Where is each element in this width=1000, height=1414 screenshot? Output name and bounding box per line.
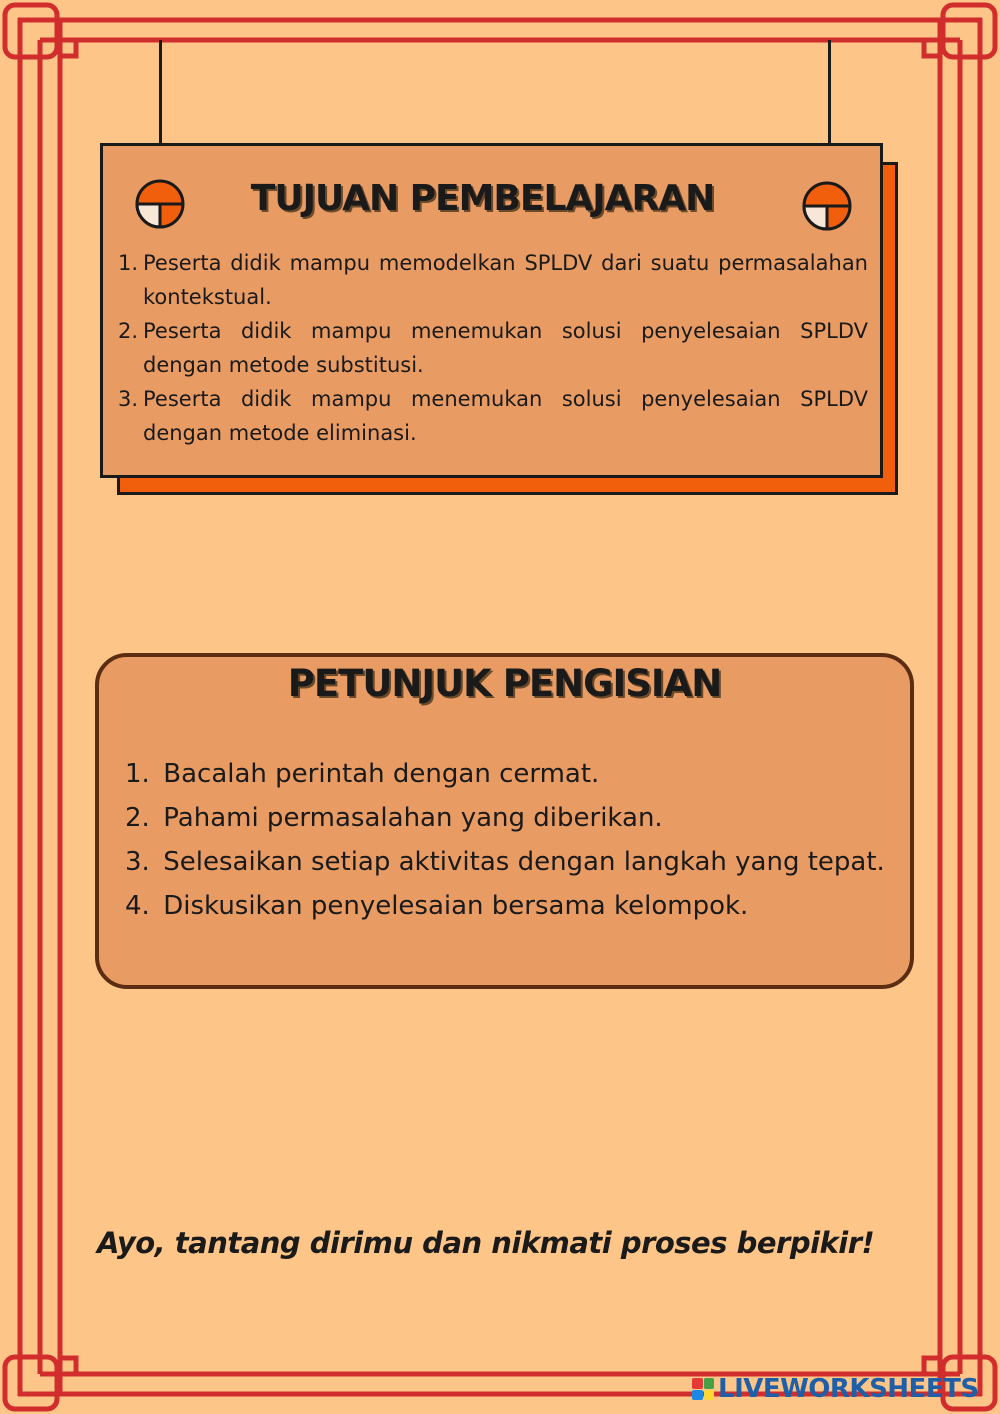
liveworksheets-brand[interactable] <box>692 1372 979 1406</box>
instruction-number: 1. <box>125 759 150 789</box>
instruction-number: 4. <box>125 891 150 921</box>
instruction-item <box>125 884 905 928</box>
goal-text: Peserta didik mampu menemukan solusi penyelesaian SPLDV dengan metode substitusi. <box>143 319 868 377</box>
goal-text: Peserta didik mampu menemukan solusi penyelesaian SPLDV dengan metode eliminasi. <box>143 387 868 445</box>
goal-item <box>118 246 868 314</box>
instruction-item <box>125 840 905 884</box>
instruction-number: 3. <box>125 847 150 877</box>
instruction-number: 2. <box>125 803 150 833</box>
instructions-list <box>125 752 905 928</box>
instruction-item <box>125 796 905 840</box>
instruction-item <box>125 752 905 796</box>
instruction-text: Diskusikan penyelesaian bersama kelompok. <box>163 891 749 921</box>
instruction-text: Pahami permasalahan yang diberikan. <box>163 803 663 833</box>
goal-text: Peserta didik mampu memodelkan SPLDV dari suatu permasalahan kontekstual. <box>143 251 868 309</box>
goals-list <box>118 246 868 450</box>
goals-title: TUJUAN PEMBELAJARAN <box>250 178 715 219</box>
instructions-title: PETUNJUK PENGISIAN <box>287 662 722 705</box>
goal-number: 3. <box>118 387 139 411</box>
instruction-text: Selesaikan setiap aktivitas dengan langkah yang tepat. <box>163 847 885 877</box>
brand-name: LIVEWORKSHEETS <box>718 1374 979 1404</box>
goal-item <box>118 314 868 382</box>
goal-number: 1. <box>118 251 139 275</box>
instruction-text: Bacalah perintah dengan cermat. <box>163 759 600 789</box>
goal-item <box>118 382 868 450</box>
liveworksheets-logo-icon <box>692 1378 714 1400</box>
motto-text: Ayo, tantang dirimu dan nikmati proses berpikir! <box>97 1226 875 1260</box>
goal-number: 2. <box>118 319 139 343</box>
